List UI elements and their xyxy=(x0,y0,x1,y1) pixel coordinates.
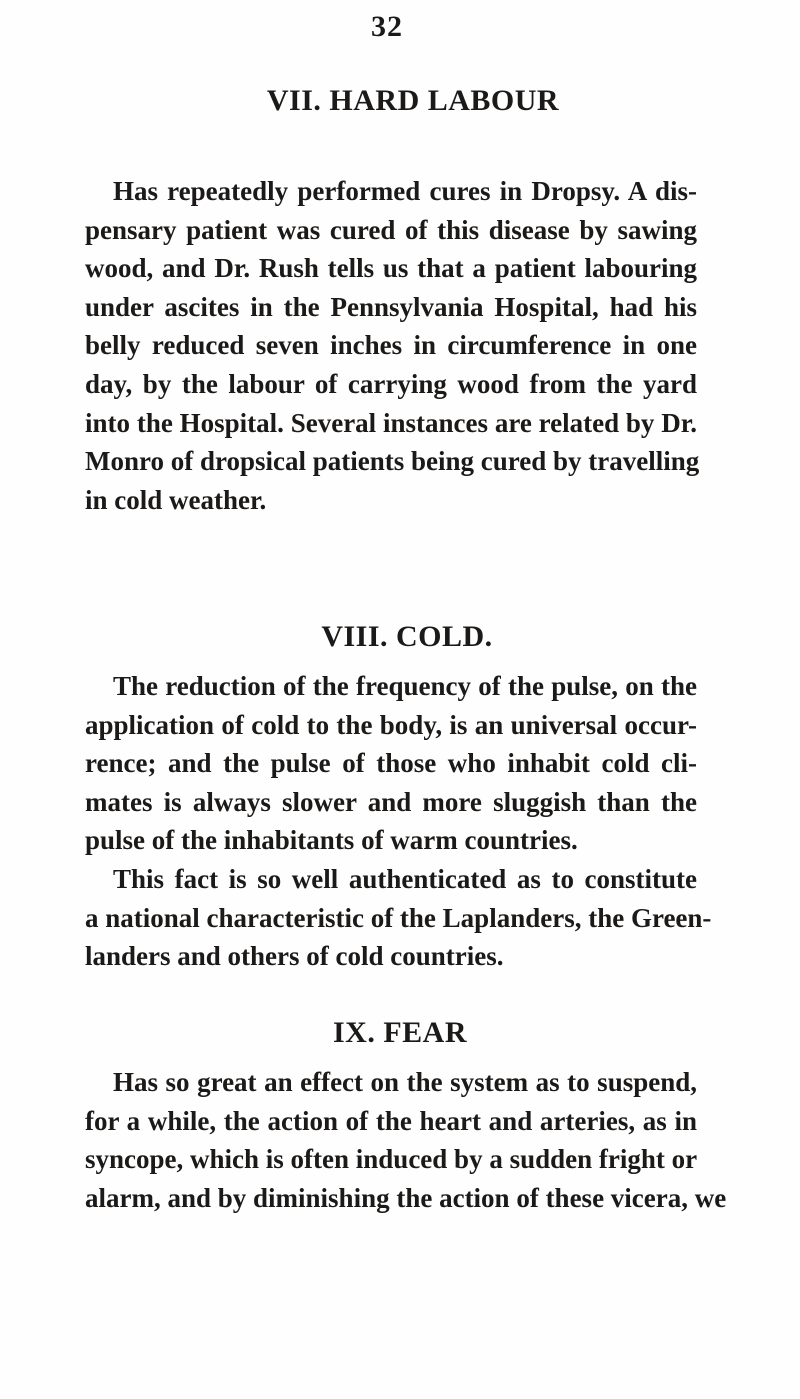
text-line: The reduction of the frequency of the pulse, on the xyxy=(113,671,697,701)
section-body-fear xyxy=(85,1063,727,1217)
text-line: landers and others of cold countries. xyxy=(85,941,504,972)
text-line: application of cold to the body, is an universal occur- xyxy=(85,709,697,740)
text-line: syncope, which is often induced by a sudden fright or xyxy=(85,1144,698,1175)
text-line: pensary patient was cured of this disease by sawing xyxy=(85,214,697,245)
text-line: Has repeatedly performed cures in Dropsy. A dis- xyxy=(113,176,697,206)
section-body-cold xyxy=(85,667,712,976)
text-line: for a while, the action of the heart and arteries, as in xyxy=(85,1105,697,1136)
text-line: a national characteristic of the Laplanders, the Green- xyxy=(85,902,712,933)
text-line: pulse of the inhabitants of warm countries. xyxy=(85,825,578,856)
text-line: rence; and the pulse of those who inhabit cold cli- xyxy=(85,748,697,779)
section-heading-hard-labour: VII. HARD LABOUR xyxy=(266,84,560,117)
section-heading-fear: IX. FEAR xyxy=(332,1016,467,1049)
text-line: day, by the labour of carrying wood from the yard xyxy=(85,368,697,399)
text-line: into the Hospital. Several instances are related by Dr. xyxy=(85,407,697,438)
text-line: wood, and Dr. Rush tells us that a patient labouring xyxy=(85,253,697,284)
text-line: alarm, and by diminishing the action of these vicera, we xyxy=(85,1182,727,1213)
text-line: Has so great an effect on the system as to suspend, xyxy=(113,1067,697,1097)
text-line: belly reduced seven inches in circumference in one xyxy=(85,330,697,361)
text-line: in cold weather. xyxy=(85,484,267,515)
section-body-hard-labour xyxy=(85,172,700,519)
text-line: This fact is so well authenticated as to constitute xyxy=(113,863,697,894)
page-number: 32 xyxy=(371,10,403,43)
text-line: mates is always slower and more sluggish than the xyxy=(85,786,697,817)
text-line: Monro of dropsical patients being cured by travelling xyxy=(85,446,700,477)
section-heading-cold: VIII. COLD. xyxy=(321,620,493,653)
text-line: under ascites in the Pennsylvania Hospital, had his xyxy=(85,291,697,322)
